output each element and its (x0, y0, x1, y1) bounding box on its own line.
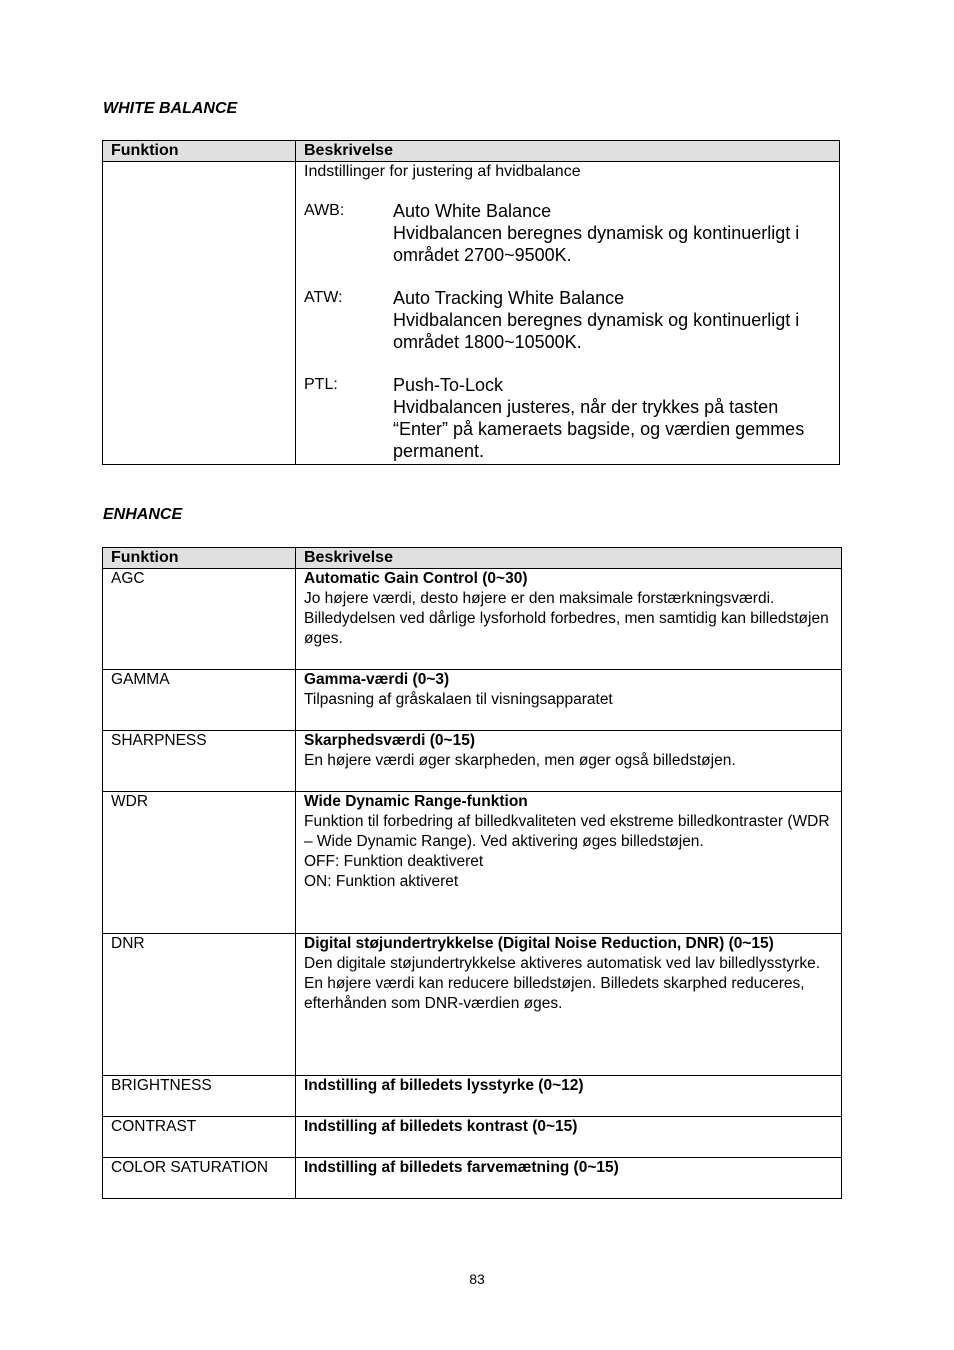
row-heading: Indstilling af billedets farvemætning (0~15) (304, 1159, 619, 1176)
header-funktion: Funktion (103, 141, 296, 162)
table-header-row (103, 548, 842, 569)
table-row (103, 792, 842, 934)
section-title-enhance: ENHANCE (103, 506, 183, 523)
table-row (103, 934, 842, 1076)
header-funktion: Funktion (103, 548, 296, 569)
function-cell: BRIGHTNESS (103, 1076, 296, 1117)
wb-desc: Hvidbalancen justeres, når der trykkes på tasten “Enter” på kameraets bagside, og værdien gemmes permanent. (393, 397, 805, 461)
description-cell (296, 934, 842, 1076)
header-beskrivelse: Beskrivelse (296, 548, 842, 569)
row-text: Funktion til forbedring af billedkvaliteten ved ekstreme billedkontraster (WDR – Wide Dynamic Range). Ved aktivering øges billedstøjen. (304, 813, 830, 850)
wb-name: Auto Tracking White Balance (393, 288, 625, 308)
wb-desc: Hvidbalancen beregnes dynamisk og kontinuerligt i området 1800~10500K. (393, 310, 800, 352)
function-cell: CONTRAST (103, 1117, 296, 1158)
wb-item-awb (304, 200, 831, 266)
description-cell (296, 1076, 842, 1117)
function-cell: WDR (103, 792, 296, 934)
row-heading: Indstilling af billedets lysstyrke (0~12) (304, 1077, 584, 1094)
function-cell: DNR (103, 934, 296, 1076)
row-text: Den digitale støjundertrykkelse aktiveres automatisk ved lav billedlysstyrke. En højere værdi kan reducere billedstøjen. Billedets skarphed reduceres, efterhånden som DNR-værdien øges. (304, 955, 821, 1012)
description-cell (296, 670, 842, 731)
wb-name: Auto White Balance (393, 201, 552, 221)
row-heading: Wide Dynamic Range-funktion (304, 793, 528, 810)
function-cell: COLOR SATURATION (103, 1158, 296, 1199)
function-cell: AGC (103, 569, 296, 670)
row-heading: Digital støjundertrykkelse (Digital Noise Reduction, DNR) (0~15) (304, 935, 774, 952)
row-heading: Gamma-værdi (0~3) (304, 671, 450, 688)
table-row (103, 1076, 842, 1117)
row-text: Tilpasning af gråskalaen til visningsapparatet (304, 691, 613, 708)
function-cell: GAMMA (103, 670, 296, 731)
wb-name: Push-To-Lock (393, 375, 504, 395)
wb-item-ptl (304, 374, 831, 462)
description-cell (296, 162, 840, 465)
table-row (103, 1158, 842, 1199)
wb-desc: Hvidbalancen beregnes dynamisk og kontinuerligt i området 2700~9500K. (393, 223, 800, 265)
description-cell (296, 569, 842, 670)
description-cell (296, 792, 842, 934)
row-text: ON: Funktion aktiveret (304, 873, 459, 890)
table-header-row (103, 141, 840, 162)
table-row (103, 569, 842, 670)
table-row (103, 670, 842, 731)
white-balance-intro: Indstillinger for justering af hvidbalance (304, 163, 581, 180)
header-beskrivelse: Beskrivelse (296, 141, 840, 162)
row-text: OFF: Funktion deaktiveret (304, 853, 484, 870)
row-heading: Automatic Gain Control (0~30) (304, 570, 528, 587)
section-title-white-balance: WHITE BALANCE (103, 100, 238, 117)
wb-code: PTL: (304, 376, 338, 393)
description-cell (296, 731, 842, 792)
wb-item-atw (304, 287, 831, 353)
wb-code: AWB: (304, 202, 345, 219)
table-row (103, 162, 840, 465)
table-row (103, 1117, 842, 1158)
row-heading: Indstilling af billedets kontrast (0~15) (304, 1118, 578, 1135)
function-cell: SHARPNESS (103, 731, 296, 792)
wb-code: ATW: (304, 289, 343, 306)
row-text: En højere værdi øger skarpheden, men øger også billedstøjen. (304, 752, 736, 769)
page-number: 83 (469, 1271, 485, 1287)
description-cell (296, 1158, 842, 1199)
table-row (103, 731, 842, 792)
row-heading: Skarphedsværdi (0~15) (304, 732, 476, 749)
function-cell (103, 162, 296, 465)
enhance-table (102, 547, 842, 1199)
row-text: Jo højere værdi, desto højere er den maksimale forstærkningsværdi. Billedydelsen ved dårlige lysforhold forbedres, men samtidig kan billedstøjen øges. (304, 590, 829, 647)
description-cell (296, 1117, 842, 1158)
white-balance-table (102, 140, 840, 465)
